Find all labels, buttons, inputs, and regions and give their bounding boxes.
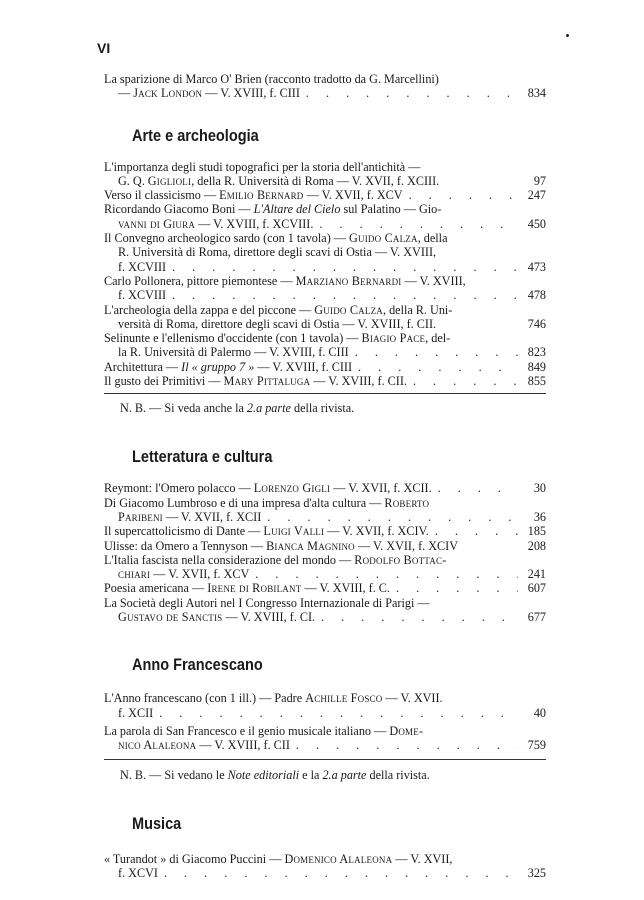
toc-entry: Il gusto dei Primitivi — Mary Pittaluga — V. XVIII, f. CII. . . . 855 [104,374,546,388]
page-ref: 208 [527,538,546,553]
toc-entry: La sparizione di Marco O' Brien (racconto tradotto da G. Marcellini) — Jack London — V. XVIII, f. CIII . . . 834 [104,72,546,101]
toc-entry: « Turandot » di Giacomo Puccini — Domenico Alaleona — V. XVII, f. XCVI . . . 325 [104,852,546,881]
page-ref: 759 [527,738,546,753]
page-ref: 473 [527,259,546,274]
page-ref: 849 [527,359,546,374]
toc-entry: Poesia americana — Irene di Robilant — V. XVIII, f. C. . . . 607 [104,581,546,595]
page-ref: 36 [533,509,546,524]
page-ref: 677 [527,610,546,625]
toc-entry: Carlo Pollonera, pittore piemontese — Marziano Bernardi — V. XVIII, f. XCVIII . . . 478 [104,274,546,303]
toc-entry: L'importanza degli studi topografici per la storia dell'antichità — G. Q. Giglioli, della R. Università di Roma — V. XVII, f. XCIII. 97 [104,159,546,188]
page-ref: 834 [527,86,546,101]
page-ref: 478 [527,288,546,303]
toc-entry: Di Giacomo Lumbroso e di una impresa d'alta cultura — Roberto Paribeni — V. XVII, f. XCII . . . 36 [104,496,546,525]
note: N. B. — Si veda anche la 2.a parte della rivista. [120,401,355,416]
page-ref: 185 [527,524,546,539]
toc-entry: L'Italia fascista nella considerazione del mondo — Rodolfo Bottac- chiari — V. XVII, f. XCV . . . 241 [104,553,546,582]
section-title-anno: Anno Francescano [132,656,263,675]
toc-entry: La parola di San Francesco e il genio musicale italiano — Dome- nico Alaleona — V. XVIII, f. CII . . . 759 [104,724,546,753]
toc-entry: Reymont: l'Omero polacco — Lorenzo Gigli — V. XVII, f. XCII. . . . 30 [104,481,546,495]
toc-entry: L'Anno francescano (con 1 ill.) — Padre Achille Fosco — V. XVII. f. XCII . . . 40 [104,691,546,720]
section-title-letteratura: Letteratura e cultura [132,448,273,467]
toc-entry: Architettura — Il « gruppo 7 » — V. XVIII, f. CIII . . . 849 [104,360,546,374]
page-number: VI [97,40,111,56]
page-ref: 241 [527,567,546,582]
page-ref: 450 [527,216,546,231]
toc-entry: Il supercattolicismo di Dante — Luigi Valli — V. XVII, f. XCIV. . . . 185 [104,524,546,538]
toc-entry: Il Convegno archeologico sardo (con 1 tavola) — Guido Calza, della R. Università di Roma, direttore degli scavi di Ostia — V. XVIII, f. XCVIII . . . 473 [104,231,546,274]
toc-entry: Verso il classicismo — Emilio Bernard — V. XVII, f. XCV . . . 247 [104,188,546,202]
toc-entry: L'archeologia della zappa e del piccone — Guido Calza, della R. Uni- versità di Roma, direttore degli scavi di Ostia — V. XVIII, f. CII. 746 [104,302,546,331]
page-ref: 40 [533,705,546,720]
page-ref: 746 [527,316,546,331]
toc-entry: La Società degli Autori nel I Congresso Internazionale di Parigi — Gustavo de Sanctis — V. XVIII, f. CI. . . . 677 [104,596,546,625]
toc-entry: Ulisse: da Omero a Tennyson — Bianca Magnino — V. XVII, f. XCIV 208 [104,538,546,553]
note: N. B. — Si vedano le Note editoriali e la 2.a parte della rivista. [120,767,430,782]
page-ref: 247 [527,188,546,203]
page-ref: 607 [527,581,546,596]
section-title-arte: Arte e archeologia [132,126,259,145]
table-of-contents [104,72,546,880]
page-ref: 855 [527,374,546,389]
page-ref: 325 [527,865,546,880]
page-ref: 30 [533,481,546,496]
ink-dot [566,34,569,37]
section-title-musica: Musica [132,814,182,833]
toc-entry: Ricordando Giacomo Boni — L'Altare del Cielo sul Palatino — Gio- vanni di Giura — V. XVIII, f. XCVIII. . . . 450 [104,202,546,231]
toc-entry: Selinunte e l'ellenismo d'occidente (con 1 tavola) — Biagio Pace, del- la R. Università di Palermo — V. XVIII, f. CIII . . . 823 [104,331,546,360]
page-ref: 97 [533,173,546,188]
page-ref: 823 [527,345,546,360]
